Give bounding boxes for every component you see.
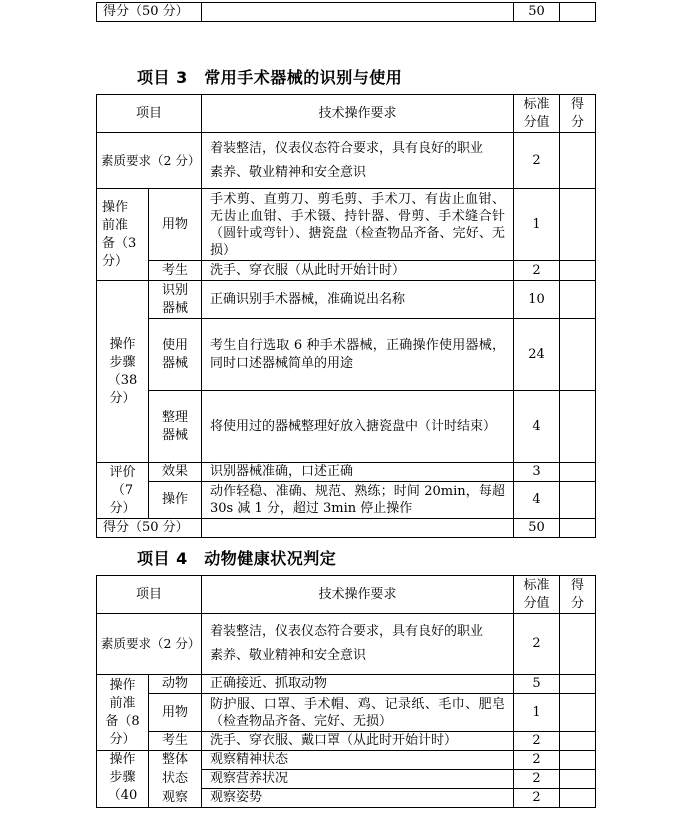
prep-sub-label: 用物: [149, 694, 202, 732]
empty-cell: [560, 319, 596, 391]
eval-sub-label: 操作: [149, 482, 202, 519]
header-standard-score: 标准 分值: [514, 576, 560, 614]
prep-requirement: 洗手、穿衣服、戴口罩（从此时开始计时）: [202, 732, 514, 751]
empty-cell: [560, 3, 596, 22]
table-row: [97, 463, 596, 482]
table-row: [97, 189, 596, 261]
table-row: [97, 770, 596, 789]
prep-sub-label: 考生: [149, 732, 202, 751]
empty-cell: [560, 133, 596, 189]
steps-score: 10: [514, 281, 560, 319]
table-row: [97, 261, 596, 281]
steps-sub-label: 观察: [149, 789, 202, 808]
steps-score: 2: [514, 789, 560, 808]
empty-cell: [560, 770, 596, 789]
prep-requirement: 手术剪、直剪刀、剪毛剪、手术刀、有齿止血钳、无齿止血钳、手术镊、持针器、骨剪、手术缝合针（圆针或弯针）、搪瓷盘（检查物品齐备、完好、无损）: [202, 189, 514, 261]
prep-sub-label: 动物: [149, 675, 202, 694]
prep-sub-label: 考生: [149, 261, 202, 281]
empty-cell: [560, 261, 596, 281]
prep-section-label: 操作 前准 备（8 分）: [97, 675, 149, 751]
quality-score: 2: [514, 133, 560, 189]
empty-cell: [560, 482, 596, 519]
section-3-title: 项目 3 常用手术器械的识别与使用: [137, 68, 403, 87]
empty-cell: [560, 614, 596, 675]
empty-cell: [560, 281, 596, 319]
previous-table-total: [96, 2, 596, 22]
table-row: [97, 751, 596, 770]
table-header-row: [97, 95, 596, 133]
steps-requirement: 观察营养状况: [202, 770, 514, 789]
steps-requirement: 观察姿势: [202, 789, 514, 808]
steps-score: 24: [514, 319, 560, 391]
table-row: [97, 319, 596, 391]
total-score: 50: [514, 519, 560, 538]
total-label: 得分（50 分）: [97, 3, 202, 22]
steps-score: 4: [514, 391, 560, 463]
table-row: [97, 675, 596, 694]
table-row: [97, 614, 596, 675]
eval-sub-label: 效果: [149, 463, 202, 482]
header-obtained-score: 得 分: [560, 95, 596, 133]
steps-section-label: 操作 步骤 （40: [97, 751, 149, 808]
steps-requirement: 正确识别手术器械，准确说出名称: [202, 281, 514, 319]
eval-score: 4: [514, 482, 560, 519]
steps-score: 2: [514, 770, 560, 789]
prep-section-label: 操作 前准 备（3 分）: [97, 189, 149, 281]
total-score: 50: [514, 3, 560, 22]
steps-sub-label: 整体: [149, 751, 202, 770]
quality-label: 素质要求（2 分）: [97, 614, 202, 675]
prep-score: 1: [514, 189, 560, 261]
prep-sub-label: 用物: [149, 189, 202, 261]
empty-cell: [560, 463, 596, 482]
steps-sub-label: 整理 器械: [149, 391, 202, 463]
quality-requirement: 着装整洁，仪表仪态符合要求，具有良好的职业 素养、敬业精神和安全意识: [202, 133, 514, 189]
quality-score: 2: [514, 614, 560, 675]
table-row: [97, 732, 596, 751]
steps-requirement: 观察精神状态: [202, 751, 514, 770]
prep-requirement: 正确接近、抓取动物: [202, 675, 514, 694]
empty-cell: [202, 519, 514, 538]
prep-score: 2: [514, 732, 560, 751]
empty-cell: [560, 675, 596, 694]
table-total-row: [97, 519, 596, 538]
steps-sub-label: 状态: [149, 770, 202, 789]
eval-score: 3: [514, 463, 560, 482]
steps-sub-label: 识别 器械: [149, 281, 202, 319]
eval-requirement: 识别器械准确，口述正确: [202, 463, 514, 482]
section-4-title: 项目 4 动物健康状况判定: [137, 549, 337, 568]
prep-score: 2: [514, 261, 560, 281]
total-label: 得分（50 分）: [97, 519, 202, 538]
header-item: 项目: [97, 576, 202, 614]
header-item: 项目: [97, 95, 202, 133]
header-standard-score: 标准 分值: [514, 95, 560, 133]
steps-requirement: 将使用过的器械整理好放入搪瓷盘中（计时结束）: [202, 391, 514, 463]
empty-cell: [560, 732, 596, 751]
table-row: [97, 391, 596, 463]
table-header-row: [97, 576, 596, 614]
table-row: [97, 482, 596, 519]
table-row: [97, 133, 596, 189]
header-requirements: 技术操作要求: [202, 95, 514, 133]
steps-requirement: 考生自行选取 6 种手术器械，正确操作使用器械，同时口述器械简单的用途: [202, 319, 514, 391]
steps-section-label: 操作 步骤 （38 分）: [97, 281, 149, 463]
prep-score: 1: [514, 694, 560, 732]
eval-requirement: 动作轻稳、准确、规范、熟练；时间 20min，每超 30s 减 1 分，超过 3min 停止操作: [202, 482, 514, 519]
empty-cell: [560, 789, 596, 808]
steps-sub-label: 使用 器械: [149, 319, 202, 391]
prep-score: 5: [514, 675, 560, 694]
empty-cell: [560, 694, 596, 732]
eval-section-label: 评价 （7 分）: [97, 463, 149, 519]
empty-cell: [202, 3, 514, 22]
empty-cell: [560, 189, 596, 261]
quality-label: 素质要求（2 分）: [97, 133, 202, 189]
prep-requirement: 洗手、穿衣服（从此时开始计时）: [202, 261, 514, 281]
header-requirements: 技术操作要求: [202, 576, 514, 614]
steps-score: 2: [514, 751, 560, 770]
prep-requirement: 防护服、口罩、手术帽、鸡、记录纸、毛巾、肥皂（检查物品齐备、完好、无损）: [202, 694, 514, 732]
empty-cell: [560, 751, 596, 770]
table-row: [97, 694, 596, 732]
section-3-table: [96, 94, 596, 538]
empty-cell: [560, 391, 596, 463]
header-obtained-score: 得 分: [560, 576, 596, 614]
table-row: [97, 789, 596, 808]
empty-cell: [560, 519, 596, 538]
section-4-table: [96, 575, 596, 808]
quality-requirement: 着装整洁，仪表仪态符合要求，具有良好的职业 素养、敬业精神和安全意识: [202, 614, 514, 675]
table-row: [97, 281, 596, 319]
